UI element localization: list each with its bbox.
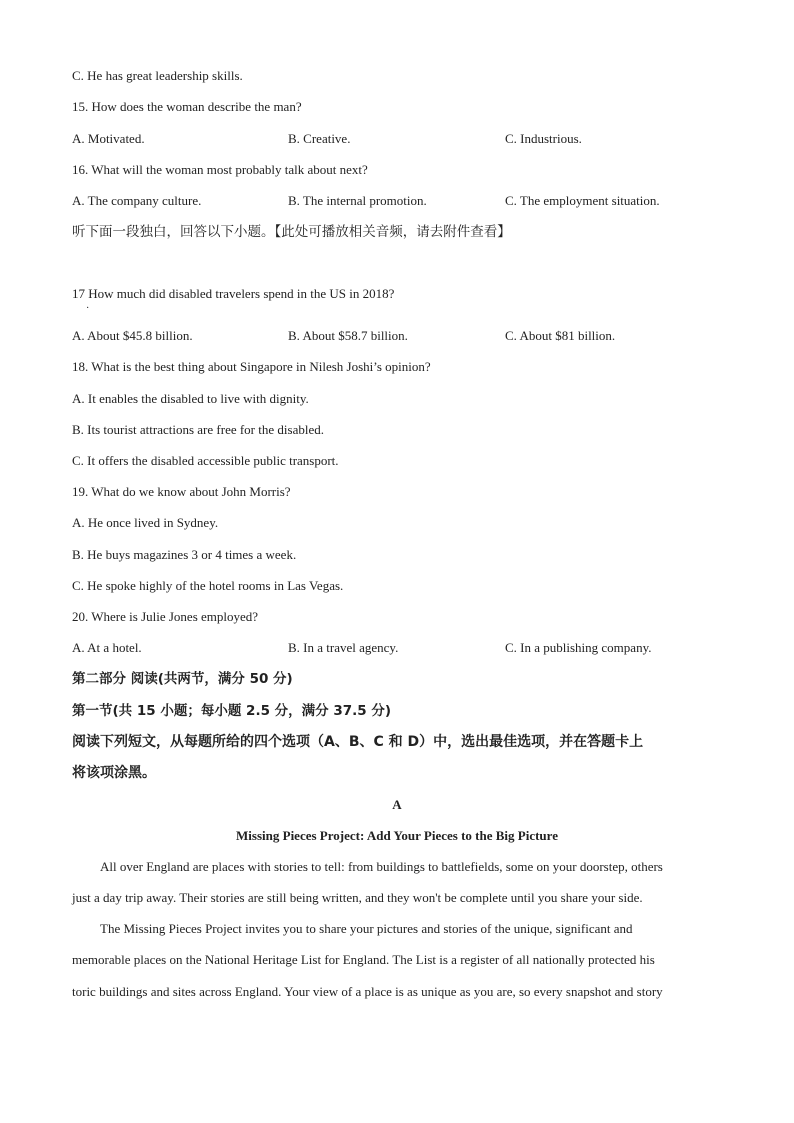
q18-option-b: B. Its tourist attractions are free for the disabled.: [72, 422, 324, 437]
q17-question: 17 How much did disabled travelers spend in the US in 2018?: [72, 286, 395, 301]
q20-option-c: C. In a publishing company.: [505, 640, 652, 655]
q19-option-b: B. He buys magazines 3 or 4 times a week.: [72, 547, 297, 562]
q20-question: 20. Where is Julie Jones employed?: [72, 609, 259, 624]
q16-option-c: C. The employment situation.: [505, 193, 660, 208]
q19-question: 19. What do we know about John Morris?: [72, 484, 291, 499]
q18-question: 18. What is the best thing about Singapore in Nilesh Joshi’s opinion?: [72, 359, 431, 374]
q19-option-a: A. He once lived in Sydney.: [72, 515, 219, 530]
q15-option-a: A. Motivated.: [72, 131, 145, 146]
q20-option-a: A. At a hotel.: [72, 640, 142, 655]
q14-option-c: C. He has great leadership skills.: [72, 68, 243, 83]
q16-question: 16. What will the woman most probably talk about next?: [72, 162, 368, 177]
passage-title: Missing Pieces Project: Add Your Pieces to the Big Picture: [236, 828, 558, 843]
passage-line: toric buildings and sites across England. Your view of a place is as unique as you are, so every snapshot and story: [72, 984, 663, 999]
part2-heading: 第二部分 阅读(共两节，满分 50 分): [72, 671, 293, 687]
q19-option-c: C. He spoke highly of the hotel rooms in Las Vegas.: [72, 578, 344, 593]
passage-line: memorable places on the National Heritage List for England. The List is a register of all nationally protected his: [72, 952, 655, 967]
passage-letter: A: [392, 797, 402, 812]
q17-option-b: B. About $58.7 billion.: [288, 328, 408, 343]
q17-option-c: C. About $81 billion.: [505, 328, 616, 343]
instruction-line-2: 将该项涂黑。: [72, 765, 156, 781]
q16-option-b: B. The internal promotion.: [288, 193, 427, 208]
q18-option-a: A. It enables the disabled to live with dignity.: [72, 391, 309, 406]
section1-heading: 第一节(共 15 小题；每小题 2.5 分，满分 37.5 分): [72, 703, 392, 719]
listening-note: 听下面一段独白，回答以下小题。【此处可播放相关音频，请去附件查看】: [72, 224, 511, 240]
q16-option-a: A. The company culture.: [72, 193, 202, 208]
passage-line: The Missing Pieces Project invites you to share your pictures and stories of the unique, significant and: [100, 921, 633, 936]
stray-dot: ·: [86, 303, 90, 314]
q18-option-c: C. It offers the disabled accessible public transport.: [72, 453, 339, 468]
q20-option-b: B. In a travel agency.: [288, 640, 399, 655]
passage-line: just a day trip away. Their stories are still being written, and they won't be complete until you share your side.: [72, 890, 643, 905]
q17-option-a: A. About $45.8 billion.: [72, 328, 193, 343]
q15-question: 15. How does the woman describe the man?: [72, 99, 302, 114]
instruction-line-1: 阅读下列短文，从每题所给的四个选项（A、B、C 和 D）中，选出最佳选项，并在答题卡上: [72, 734, 644, 750]
q15-option-c: C. Industrious.: [505, 131, 582, 146]
passage-line: All over England are places with stories to tell: from buildings to battlefields, some on your doorstep, others: [100, 859, 663, 874]
q15-option-b: B. Creative.: [288, 131, 351, 146]
